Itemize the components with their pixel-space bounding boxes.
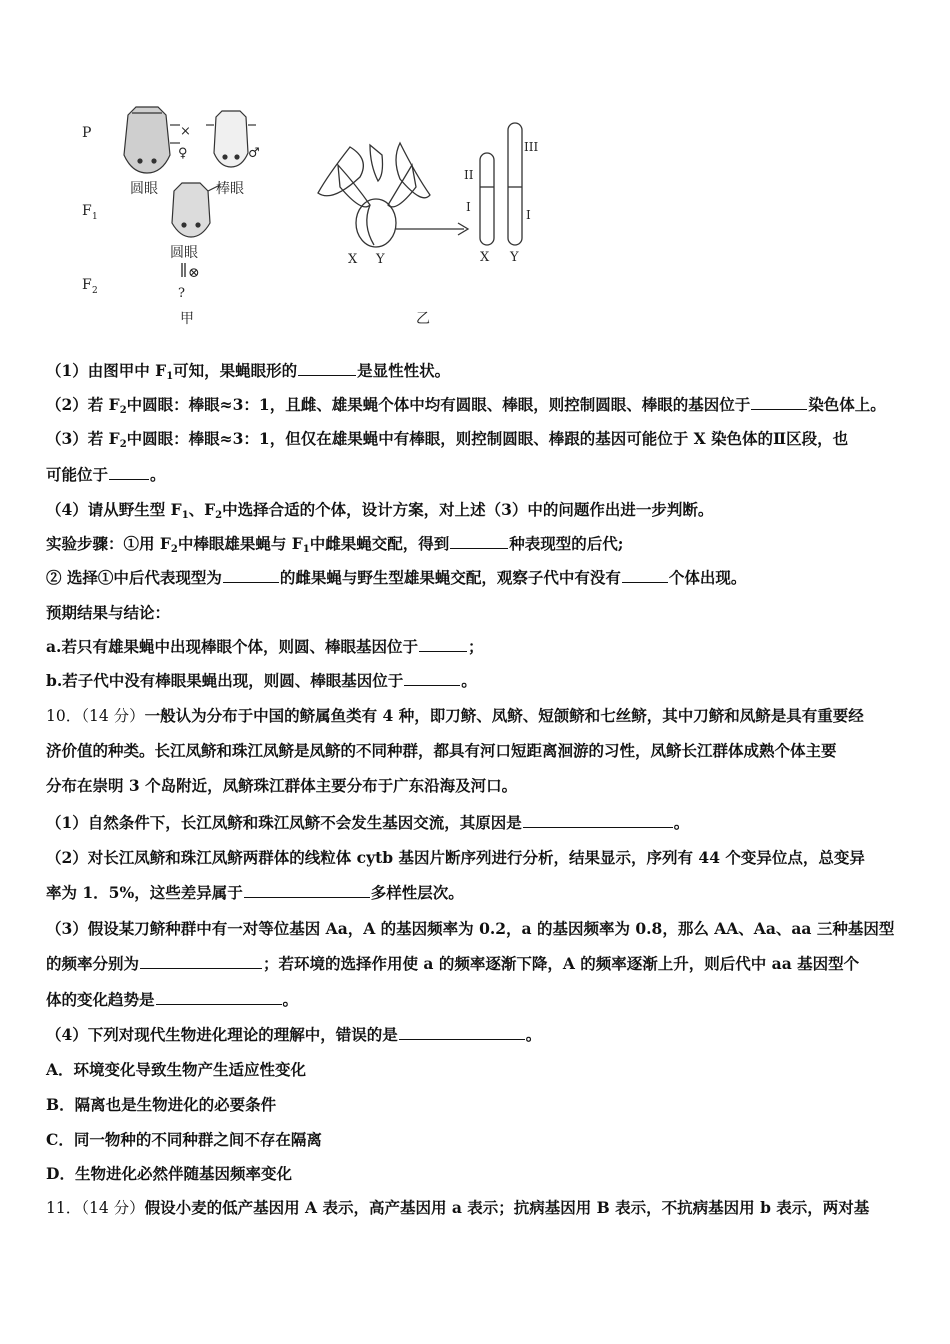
fly-f1-round-eye-icon [172,183,220,237]
genetics-figure [70,95,550,335]
self-cross-symbol: ⊗ [188,265,200,281]
q9-part3: （3）若 $F_2$中圆眼：棒眼≈3：1，但仅在雄果蝇中有棒眼，则控制圆眼、棒跟的基因可能位于 X 染色体的Ⅱ区段，也 [46,429,849,450]
answer-blank[interactable] [751,395,807,410]
q10-intro-line1: 10．（14 分）一般认为分布于中国的鲚属鱼类有 4 种，即刀鲚、凤鲚、短颌鲚和七丝鲚，其中刀鲚和凤鲚是具有重要经 [46,706,864,725]
caption-yi: 乙 [416,311,430,327]
xy-chromosome-regions-icon [480,123,522,245]
answer-blank[interactable] [244,883,370,898]
gen-label-f2-sub: 2 [92,286,98,296]
q11-number: 11．（14 分） [46,1199,145,1217]
answer-blank[interactable] [399,1025,525,1040]
male-symbol: ♂ [248,146,260,161]
answer-blank[interactable] [419,637,467,652]
q9-result-b: b.若子代中没有棒眼果蝇出现，则圆、棒眼基因位于 。 [46,671,477,690]
label-x-pair: X [348,252,358,267]
q10-option-a[interactable]: A．环境变化导致生物产生适应性变化 [46,1060,307,1079]
q9-part4: （4）请从野生型 $F_1$、$F_2$中选择合适的个体，设计方案，对上述（3）中的问题作出进一步判断。 [46,500,714,521]
label-roman-i-y: I [526,208,531,222]
answer-blank[interactable] [223,568,279,583]
q10-part1: （1）自然条件下，长江凤鲚和珠江凤鲚不会发生基因交流，其原因是 。 [46,813,690,832]
answer-blank[interactable] [450,534,508,549]
fly-round-eye-female-icon [124,107,180,173]
q10-option-c[interactable]: C．同一物种的不同种群之间不存在隔离 [46,1130,322,1149]
label-round-eye-p: 圆眼 [130,181,158,197]
xy-chromosome-pairing-icon [318,143,468,247]
q9-step1: 实验步骤：①用 $F_2$中棒眼雄果蝇与 $F_1$中雌果蝇交配，得到 种表现型的后代; [46,534,624,555]
answer-blank[interactable] [140,954,262,969]
gen-label-f2: F [82,277,92,293]
q10-part2: （2）对长江凤鲚和珠江凤鲚两群体的线粒体 cytb 基因片断序列进行分析，结果显示，序列有 44 个变异位点，总变异 [46,848,865,867]
q11-intro: 11．（14 分）假设小麦的低产基因用 A 表示，高产基因用 a 表示；抗病基因用 B 表示，不抗病基因用 b 表示，两对基 [46,1198,870,1217]
unknown-f2-symbol: ? [178,286,185,301]
q10-option-b[interactable]: B．隔离也是生物进化的必要条件 [46,1095,277,1114]
q10-part4: （4）下列对现代生物进化理论的理解中，错误的是 。 [46,1025,542,1044]
q10-intro-line3: 分布在崇明 3 个岛附近，凤鲚珠江群体主要分布于广东沿海及河口。 [46,776,518,795]
female-symbol: ♀ [178,146,188,161]
q9-results-heading: 预期结果与结论： [46,603,171,622]
q10-option-d[interactable]: D．生物进化必然伴随基因频率变化 [46,1164,292,1183]
label-y-pair: Y [376,252,385,267]
q10-part3-cont2: 体的变化趋势是 。 [46,990,299,1009]
q10-part2-cont: 率为 1．5%，这些差异属于 多样性层次。 [46,883,464,902]
answer-blank[interactable] [156,990,282,1005]
label-x-chrom: X [480,250,490,265]
q9-part1: （1）由图甲中 $F_1$可知，果蝇眼形的 是显性性状。 [46,361,451,382]
label-round-eye-f1: 圆眼 [170,245,198,261]
answer-blank[interactable] [404,671,460,686]
q10-part3-cont: 的频率分别为 ；若环境的选择作用使 a 的频率逐渐下降，A 的频率逐渐上升，则后代中 aa 基因型个 [46,954,860,973]
answer-blank[interactable] [622,568,668,583]
answer-blank[interactable] [109,465,149,480]
label-roman-ii: II [464,168,474,182]
q9-result-a: a.若只有雄果蝇中出现棒眼个体，则圆、棒眼基因位于 ； [46,637,484,656]
label-roman-iii: III [524,140,539,154]
label-roman-i-x: I [466,200,471,214]
caption-jia: 甲 [180,311,194,327]
gen-label-f1: F [82,203,92,219]
gen-label-p: P [82,125,92,141]
q10-number: 10．（14 分） [46,707,145,725]
q9-step2: ② 选择①中后代表现型为 的雌果蝇与野生型雄果蝇交配，观察子代中有没有 个体出现。 [46,568,747,587]
q9-part2: （2）若 $F_2$中圆眼：棒眼≈3：1，且雌、雄果蝇个体中均有圆眼、棒眼，则控制圆眼、棒眼的基因位于 染色体上。 [46,395,886,416]
answer-blank[interactable] [523,813,673,828]
answer-blank[interactable] [298,361,356,376]
gen-label-f1-sub: 1 [92,212,98,222]
q10-intro-line2: 济价值的种类。长江凤鲚和珠江凤鲚是凤鲚的不同种群，都具有河口短距离洄游的习性，凤鲚长江群体成熟个体主要 [46,741,837,760]
label-y-chrom: Y [510,250,519,265]
q9-part3-cont: 可能位于 。 [46,465,166,484]
q10-part3: （3）假设某刀鲚种群中有一对等位基因 Aa，A 的基因频率为 0.2，a 的基因频率为 0.8，那么 AA、Aa、aa 三种基因型 [46,919,895,938]
label-bar-eye-p: 棒眼 [216,181,244,197]
cross-symbol: × [180,124,191,139]
